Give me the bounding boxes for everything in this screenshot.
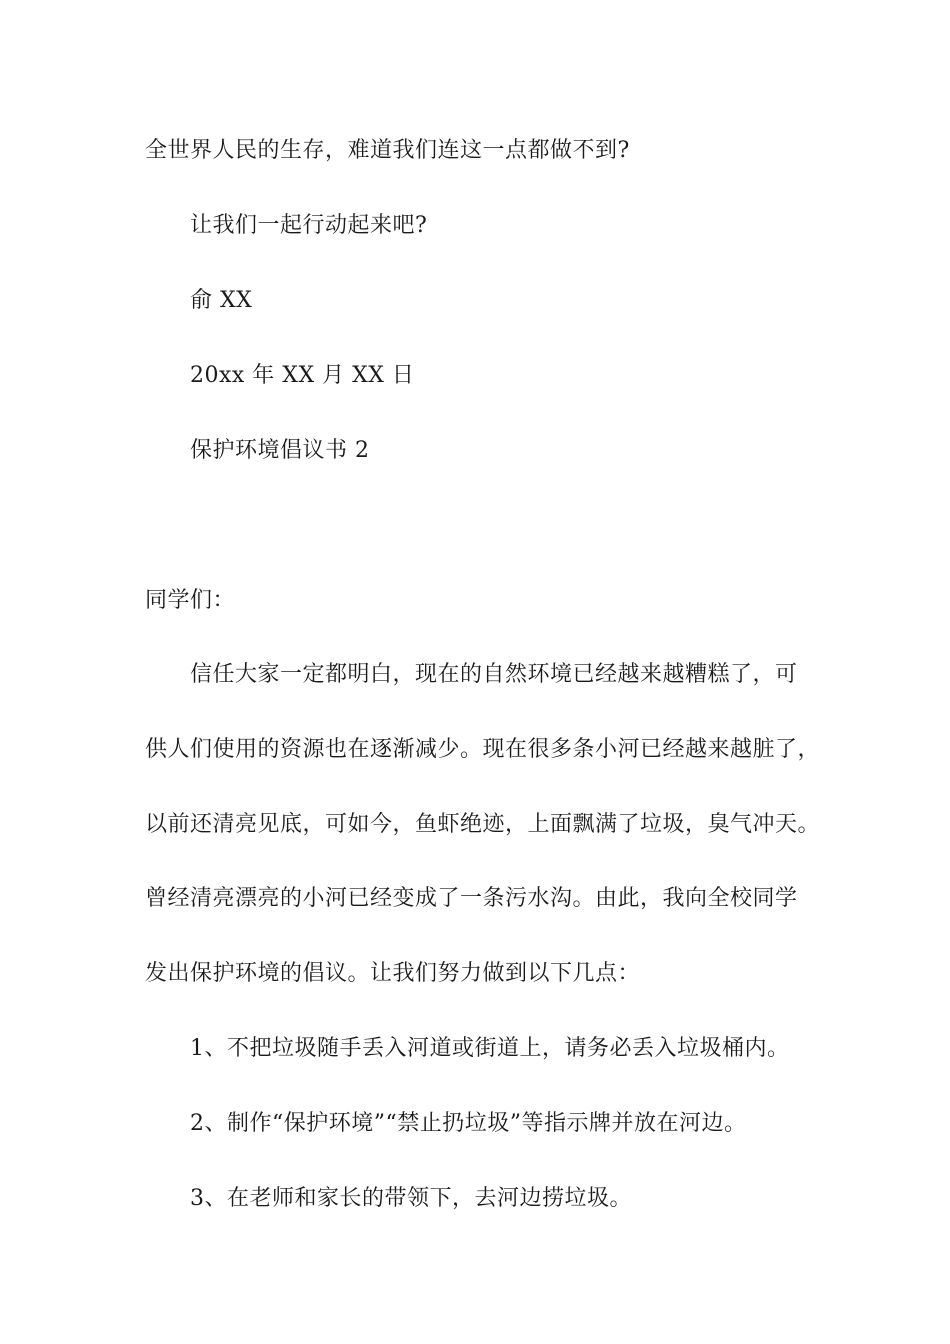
paragraph-line: 以前还清亮见底，可如今，鱼虾绝迹，上面飘满了垃圾，臭气冲天。 [145,812,821,837]
list-item: 1、不把垃圾随手丢入河道或街道上，请务必丢入垃圾桶内。 [190,1036,790,1061]
paragraph-line: 曾经清亮漂亮的小河已经变成了一条污水沟。由此，我向全校同学 [145,886,798,911]
paragraph-line: 发出保护环境的倡议。让我们努力做到以下几点： [145,961,641,986]
paragraph-line: 全世界人民的生存，难道我们连这一点都做不到? [145,138,630,163]
paragraph-line: 让我们一起行动起来吧? [190,213,428,238]
list-item: 2、制作“保护环境”“禁止扔垃圾”等指示牌并放在河边。 [190,1111,747,1136]
signature-date: 20xx 年 XX 月 XX 日 [190,363,415,388]
salutation: 同学们： [145,588,236,613]
paragraph-line: 供人们使用的资源也在逐渐减少。现在很多条小河已经越来越脏了， [145,737,821,762]
signature-name: 俞 XX [190,288,253,313]
list-item: 3、在老师和家长的带领下，去河边捞垃圾。 [190,1186,632,1211]
section-title: 保护环境倡议书 2 [190,438,370,463]
paragraph-line: 信任大家一定都明白，现在的自然环境已经越来越糟糕了，可 [190,662,798,687]
